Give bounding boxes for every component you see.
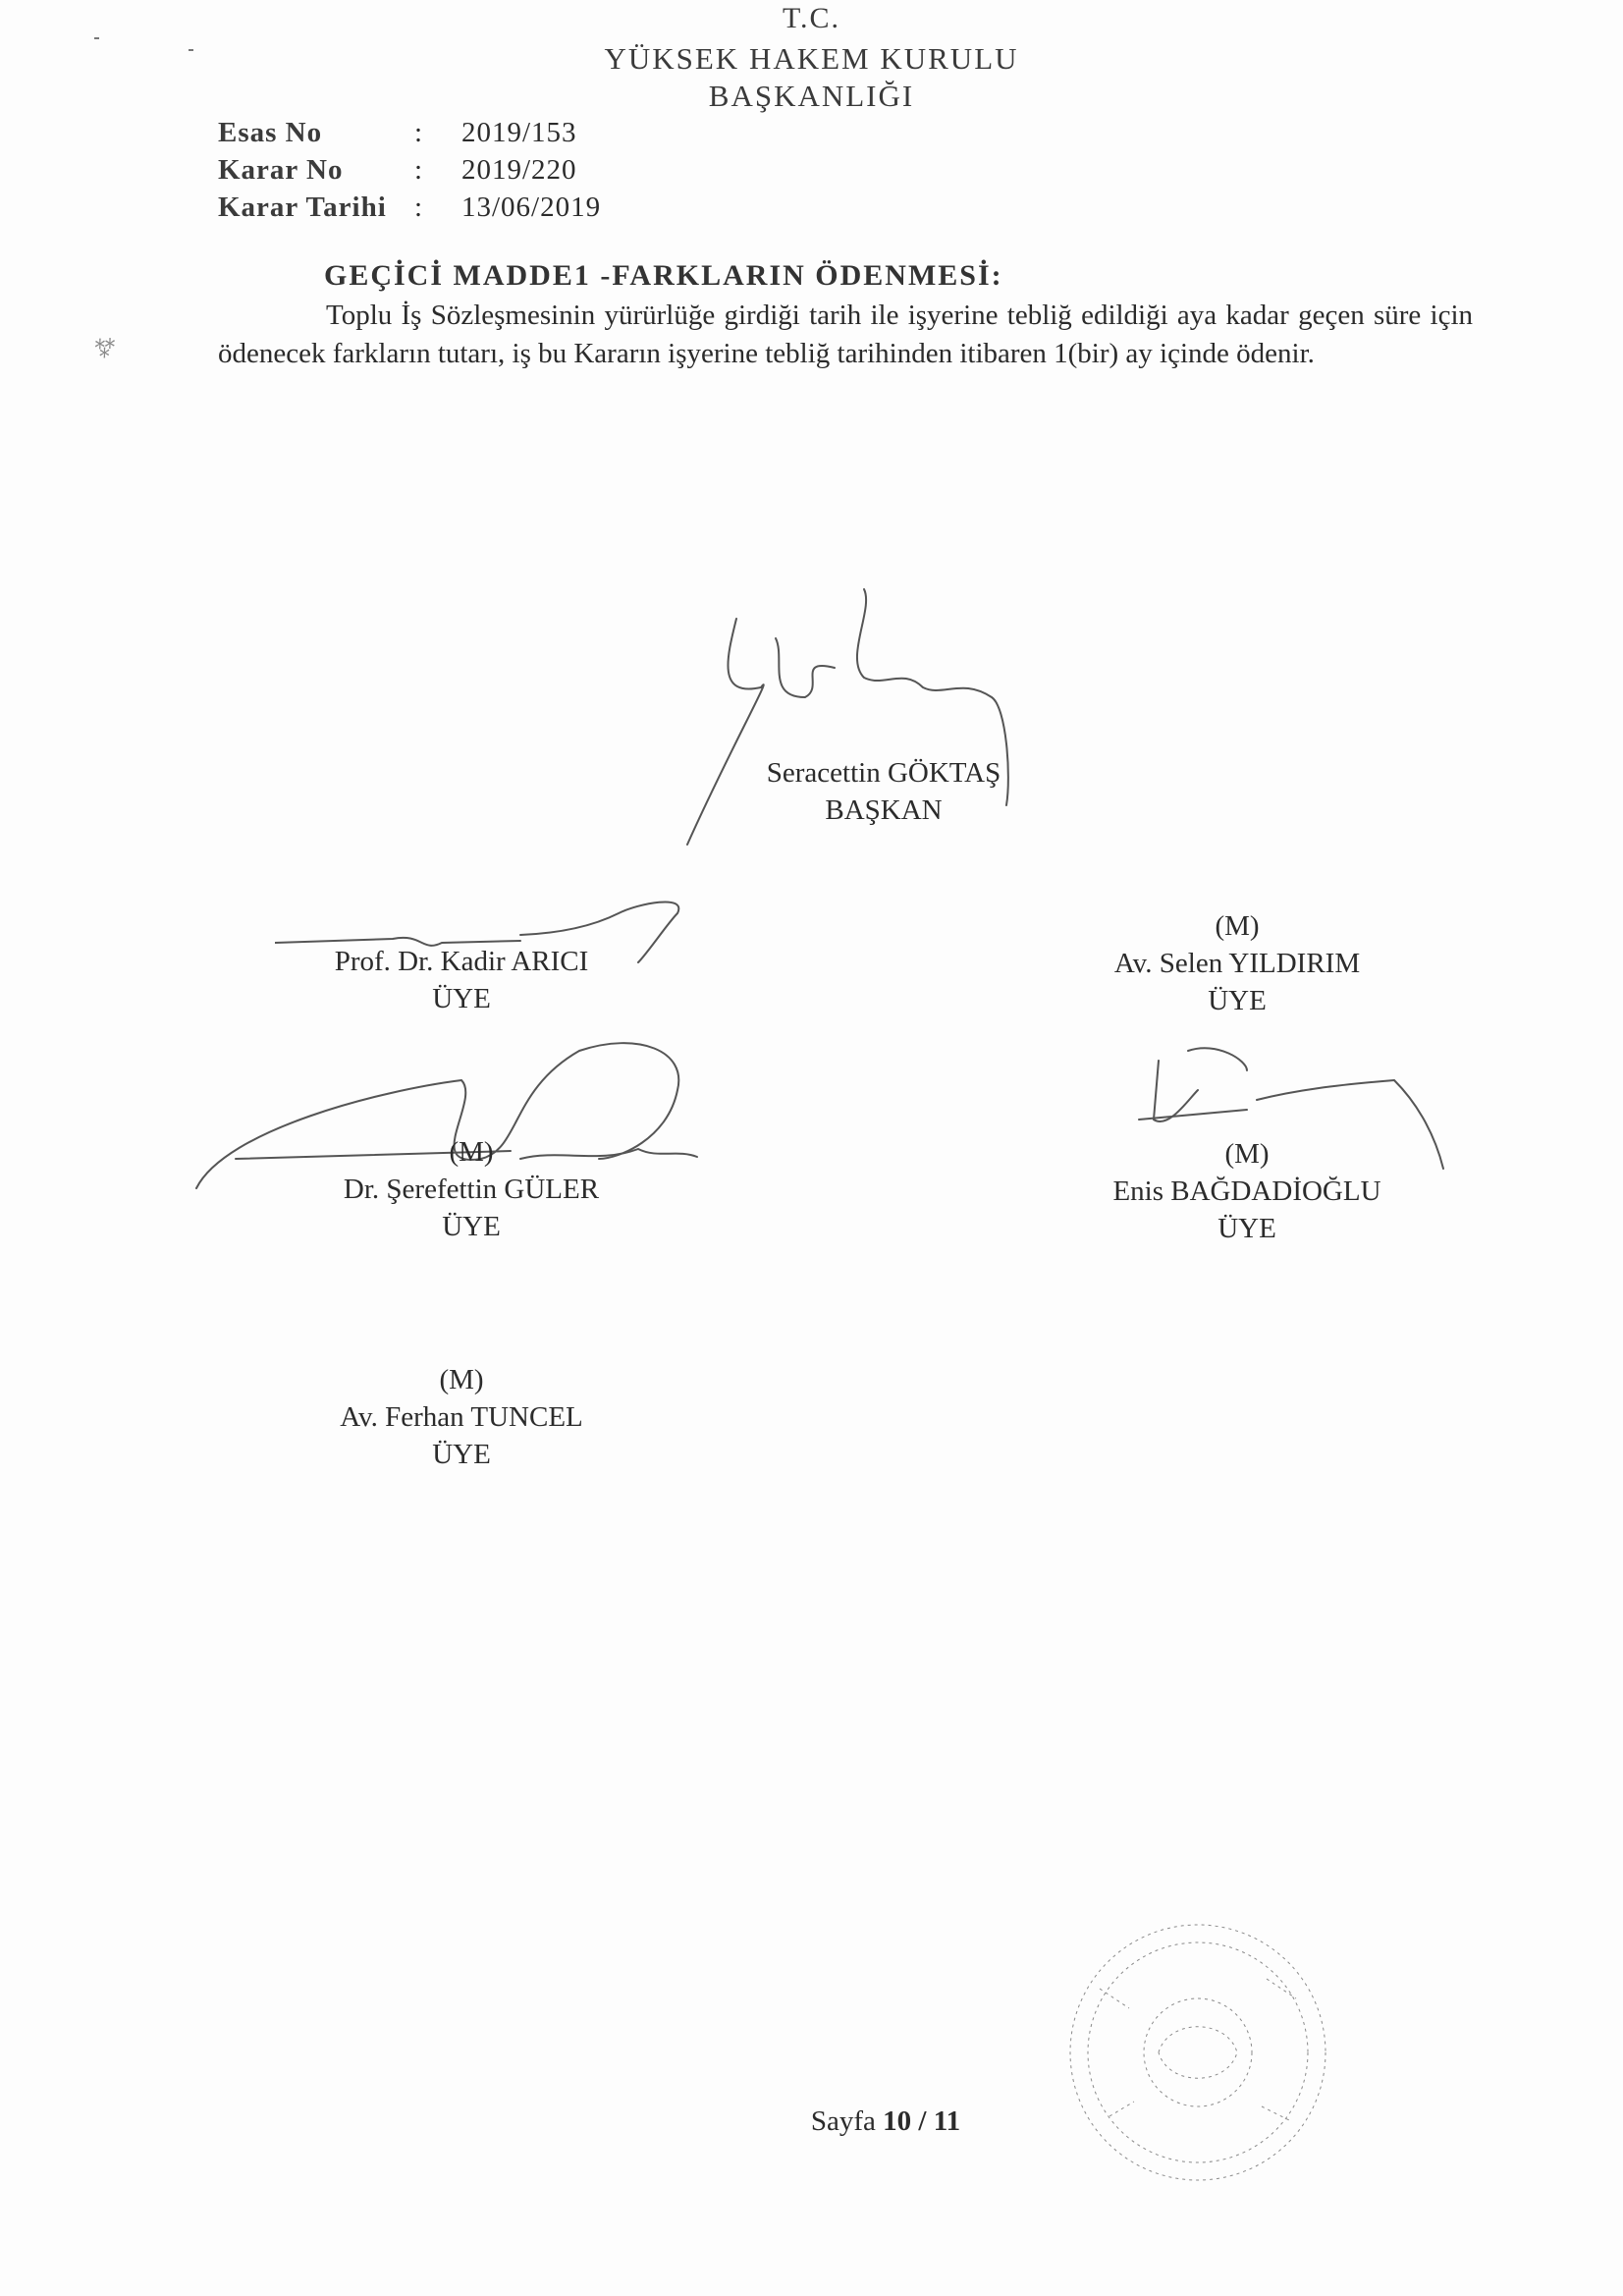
signatory-name: Av. Selen YILDIRIM xyxy=(1113,948,1361,979)
article-body: Toplu İş Sözleşmesinin yürürlüğe girdiği tarih ile işyerine tebliğ edildiği aya kadar geçen süre için ödenecek farkların tutarı, iş bu Kararın işyerine tebliğ tarihinden itibaren 1(bir) ay içinde ödenir. xyxy=(218,300,1473,369)
esas-row xyxy=(218,114,601,151)
signatory-role: ÜYE xyxy=(432,983,491,1014)
signatory-name: Seracettin GÖKTAŞ xyxy=(766,757,1001,789)
chair-signature xyxy=(668,579,1060,874)
signature-block-arici xyxy=(295,943,628,1017)
signatory-role: ÜYE xyxy=(1208,985,1267,1016)
separator: : xyxy=(414,117,423,148)
dissent-note: (M) xyxy=(439,1364,484,1395)
signatory-role: ÜYE xyxy=(1217,1213,1276,1244)
header-tc: T.C. xyxy=(782,2,841,34)
official-seal-stamp xyxy=(1041,1910,1355,2195)
signatory-name: Enis BAĞDADİOĞLU xyxy=(1112,1175,1381,1207)
signature-block-bagdadi xyxy=(1070,1135,1424,1247)
page-separator: / xyxy=(918,2105,927,2137)
separator: : xyxy=(414,191,423,223)
signatory-name: Av. Ferhan TUNCEL xyxy=(340,1401,583,1433)
karar-value: 2019/220 xyxy=(461,154,577,186)
esas-label: Esas No xyxy=(218,117,323,148)
separator: : xyxy=(414,154,423,186)
tarih-label: Karar Tarihi xyxy=(218,191,387,223)
signatory-name: Prof. Dr. Kadir ARICI xyxy=(334,946,589,977)
esas-value: 2019/153 xyxy=(461,117,577,148)
karar-label: Karar No xyxy=(218,154,344,186)
header-organization: YÜKSEK HAKEM KURULU xyxy=(604,41,1019,76)
signatory-role: BAŞKAN xyxy=(825,794,943,826)
signatory-role: ÜYE xyxy=(432,1439,491,1470)
scan-speck xyxy=(94,37,99,39)
article-title: GEÇİCİ MADDE1 -FARKLARIN ÖDENMESİ: xyxy=(324,259,1003,292)
margin-handwritten-mark: ⁂ xyxy=(88,330,121,362)
signatory-role: ÜYE xyxy=(442,1211,501,1242)
page-current: 10 xyxy=(883,2105,912,2137)
dissent-note: (M) xyxy=(1215,910,1260,942)
tarih-value: 13/06/2019 xyxy=(461,191,602,223)
signature-block-yildirim xyxy=(1060,907,1414,1019)
page-prefix: Sayfa xyxy=(810,2105,876,2137)
page-total: 11 xyxy=(933,2105,961,2137)
signature-block-chair xyxy=(677,754,1090,829)
signature-block-guler xyxy=(295,1133,648,1245)
signatory-name: Dr. Şerefettin GÜLER xyxy=(343,1174,600,1205)
signature-block-tuncel xyxy=(295,1361,628,1473)
dissent-note: (M) xyxy=(1224,1138,1270,1170)
page-number xyxy=(0,2105,1623,2138)
karar-row xyxy=(218,151,601,189)
dissent-note: (M) xyxy=(449,1136,494,1168)
tarih-row xyxy=(218,189,601,226)
header-department: BAŞKANLIĞI xyxy=(708,79,915,113)
case-meta xyxy=(218,114,601,226)
